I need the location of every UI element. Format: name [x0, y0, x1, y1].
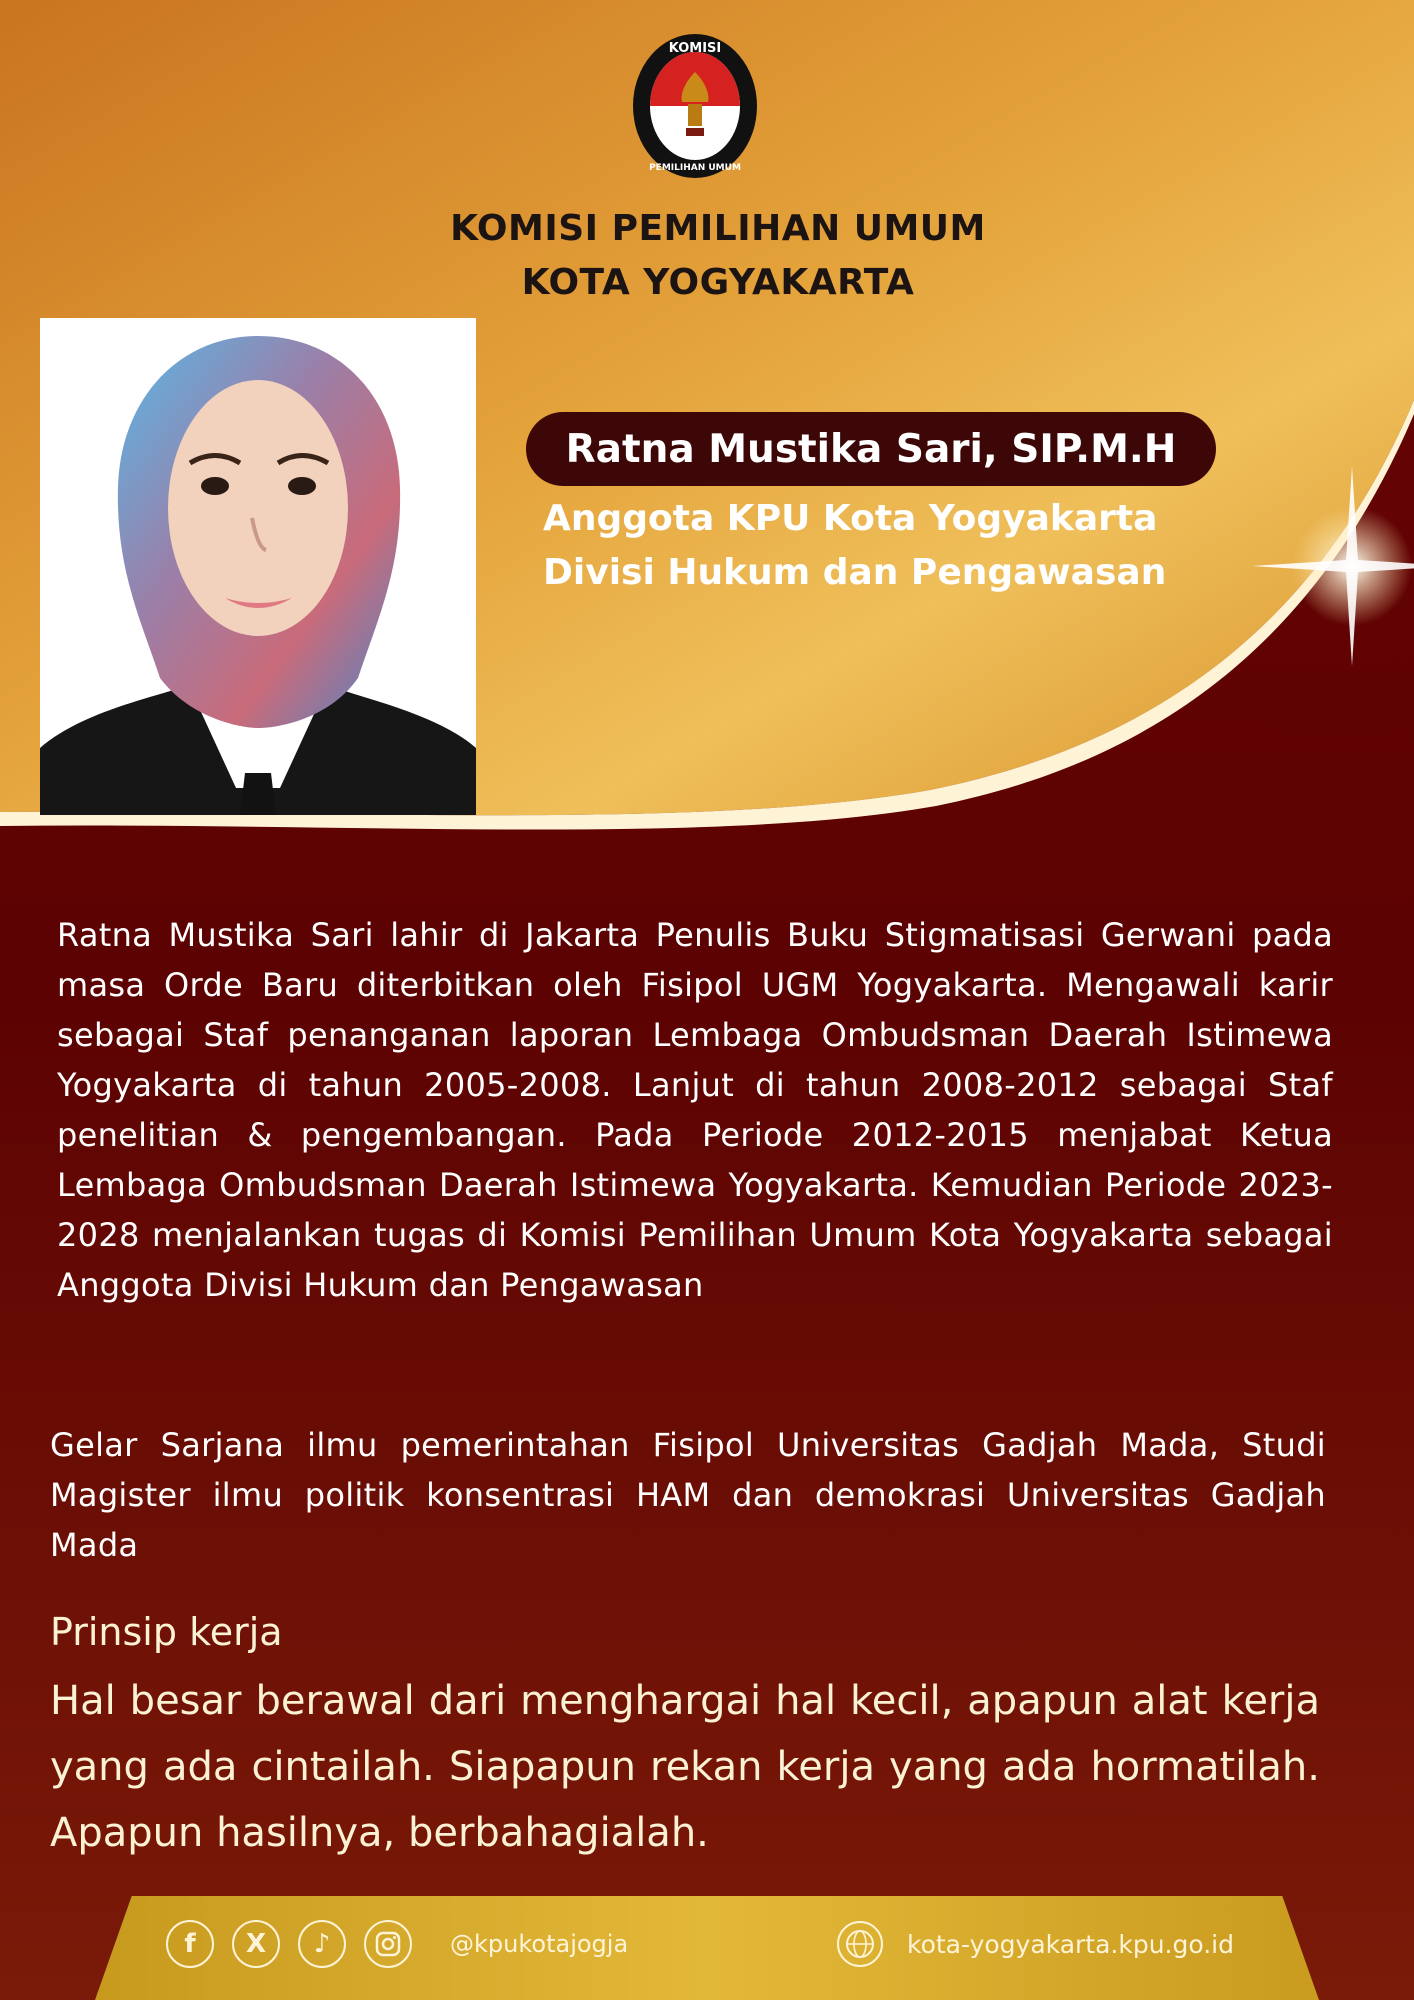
instagram-icon[interactable]	[364, 1920, 412, 1968]
portrait-illustration	[40, 318, 476, 815]
role-division: Divisi Hukum dan Pengawasan	[543, 552, 1167, 593]
org-title-line2: KOTA YOGYAKARTA	[521, 262, 915, 303]
logo-bottom-text: PEMILIHAN UMUM	[649, 163, 741, 173]
kpu-logo	[630, 32, 760, 180]
name-badge	[526, 412, 1216, 486]
x-icon[interactable]: X	[232, 1920, 280, 1968]
education-paragraph: Gelar Sarjana ilmu pemerintahan Fisipol Universitas Gadjah Mada, Studi Magister ilmu politik konsentrasi HAM dan demokrasi Universitas Gadjah Mada	[50, 1426, 1326, 1564]
principle-heading: Prinsip kerja	[50, 1610, 283, 1654]
tiktok-icon[interactable]: ♪	[298, 1920, 346, 1968]
principle-text: Hal besar berawal dari menghargai hal kecil, apapun alat kerja yang ada cintailah. Siapapun rekan kerja yang ada hormatilah. Apapun hasilnya, berbahagialah.	[50, 1678, 1320, 1856]
facebook-icon[interactable]: f	[166, 1920, 214, 1968]
role-title: Anggota KPU Kota Yogyakarta	[543, 498, 1158, 539]
website-link[interactable]: kota-yogyakarta.kpu.go.id	[907, 1930, 1234, 1959]
org-title-line1: KOMISI PEMILIHAN UMUM	[450, 208, 986, 249]
biography-paragraph: Ratna Mustika Sari lahir di Jakarta Penulis Buku Stigmatisasi Gerwani pada masa Orde Baru diterbitkan oleh Fisipol UGM Yogyakarta. Mengawali karir sebagai Staf penanganan laporan Lembaga Ombudsman Daerah Istimewa Yogyakarta di tahun 2005-2008. Lanjut di tahun 2008-2012 sebagai Staf penelitian & pengembangan. Pada Periode 2012-2015 menjabat Ketua Lembaga Ombudsman Daerah Istimewa Yogyakarta. Kemudian Periode 2023-2028 menjalankan tugas di Komisi Pemilihan Umum Kota Yogyakarta sebagai Anggota Divisi Hukum dan Pengawasan	[57, 916, 1333, 1304]
social-handle[interactable]: @kpukotajogja	[450, 1930, 629, 1958]
person-name: Ratna Mustika Sari, SIP.M.H	[565, 426, 1177, 472]
globe-icon	[836, 1920, 884, 1968]
profile-photo	[40, 318, 476, 815]
logo-top-text: KOMISI	[668, 41, 722, 56]
